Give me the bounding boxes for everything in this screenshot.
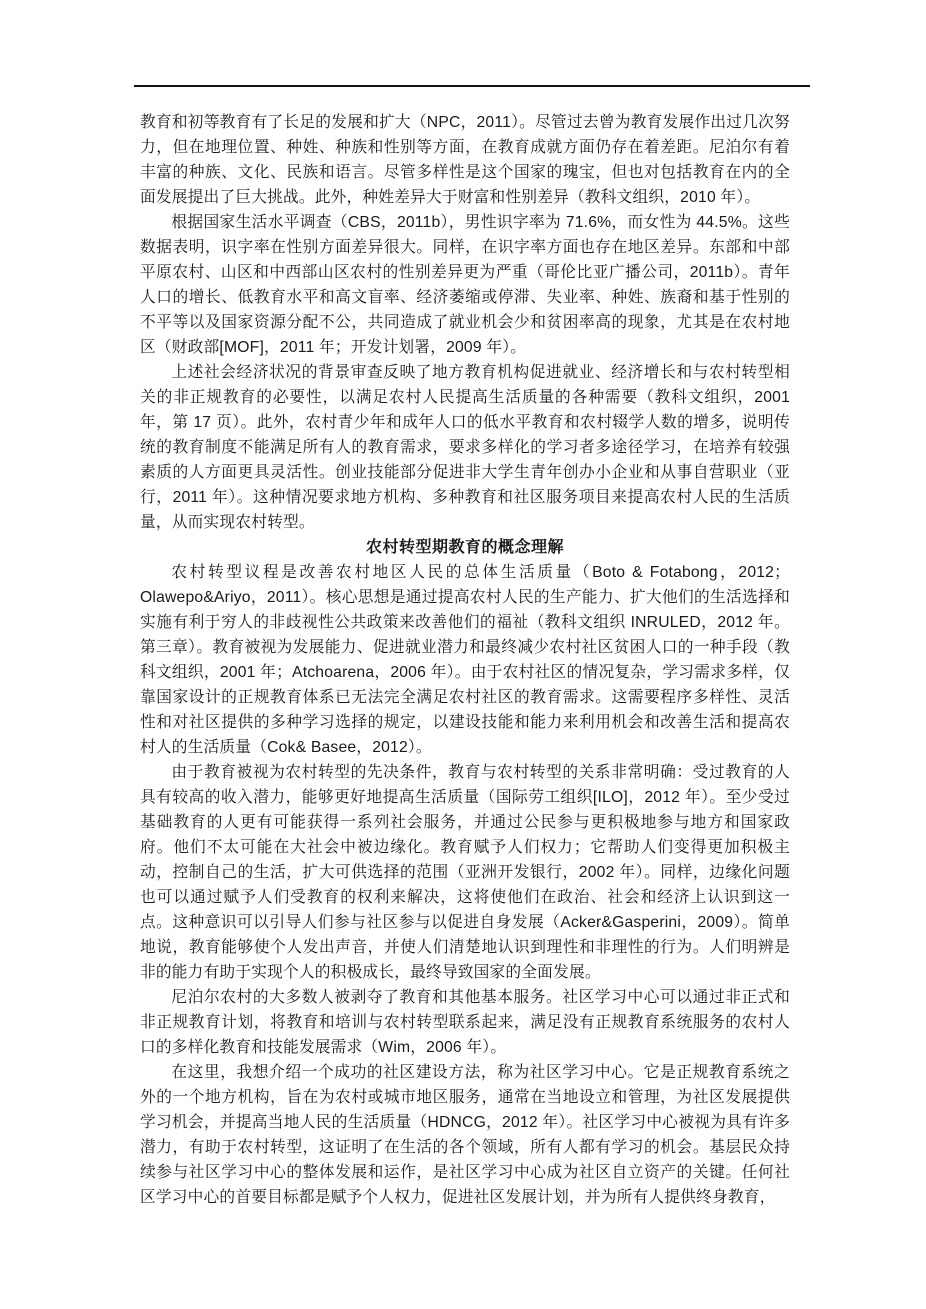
paragraph: 由于教育被视为农村转型的先决条件，教育与农村转型的关系非常明确：受过教育的人具有较高的收入潜力，能够更好地提高生活质量（国际劳工组织[ILO]，2012 年）。至少受过基础教育的人更有可能获得一系列社会服务，并通过公民参与更积极地参与地方和国家政府。他们不太可能在大社会中被边缘化。教育赋予人们权力；它帮助人们变得更加积极主动，控制自己的生活，扩大可供选择的范围（亚洲开发银行，2002 年）。同样，边缘化问题也可以通过赋予人们受教育的权利来解决，这将使他们在政治、社会和经济上认识到这一点。这种意识可以引导人们参与社区参与以促进自身发展（Acker&Gasperini，2009）。简单地说，教育能够使个人发出声音，并使人们清楚地认识到理性和非理性的行为。人们明辨是非的能力有助于实现个人的积极成长，最终导致国家的全面发展。 bbox=[140, 764, 790, 981]
paragraph: 农村转型议程是改善农村地区人民的总体生活质量（Boto & Fotabong，2012；Olawepo&Ariyo，2011）。核心思想是通过提高农村人民的生产能力、扩大他们的生活选择和实施有利于穷人的非歧视性公共政策来改善他们的福祉（教科文组织 INRULED，2012 年。第三章）。教育被视为发展能力、促进就业潜力和最终减少农村社区贫困人口的一种手段（教科文组织，2001 年；Atchoarena，2006 年）。由于农村社区的情况复杂，学习需求多样，仅靠国家设计的正规教育体系已无法完全满足农村社区的教育需求。这需要程序多样性、灵活性和对社区提供的多种学习选择的规定，以建设技能和能力来利用机会和改善生活和提高农村人的生活质量（Cok& Basee，2012）。 bbox=[140, 564, 790, 756]
page-content bbox=[140, 110, 790, 1210]
paragraph: 上述社会经济状况的背景审查反映了地方教育机构促进就业、经济增长和与农村转型相关的非正规教育的必要性，以满足农村人民提高生活质量的各种需要（教科文组织，2001 年，第 17 页）。此外，农村青少年和成年人口的低水平教育和农村辍学人数的增多，说明传统的教育制度不能满足所有人的教育需求，要求多样化的学习者多途径学习，在培养有较强素质的人方面更具灵活性。创业技能部分促进非大学生青年创办小企业和从事自营职业（亚行，2011 年）。这种情况要求地方机构、多种教育和社区服务项目来提高农村人民的生活质量，从而实现农村转型。 bbox=[140, 364, 790, 531]
header-rule bbox=[134, 85, 810, 87]
paragraph: 教育和初等教育有了长足的发展和扩大（NPC，2011）。尽管过去曾为教育发展作出过几次努力，但在地理位置、种姓、种族和性别等方面，在教育成就方面仍存在着差距。尼泊尔有着丰富的种族、文化、民族和语言。尽管多样性是这个国家的瑰宝，但也对包括教育在内的全面发展提出了巨大挑战。此外，种姓差异大于财富和性别差异（教科文组织，2010 年）。 bbox=[140, 114, 790, 206]
section-heading: 农村转型期教育的概念理解 bbox=[365, 539, 564, 556]
paragraph: 尼泊尔农村的大多数人被剥夺了教育和其他基本服务。社区学习中心可以通过非正式和非正规教育计划，将教育和培训与农村转型联系起来，满足没有正规教育系统服务的农村人口的多样化教育和技能发展需求（Wim，2006 年）。 bbox=[140, 989, 790, 1056]
paragraph: 在这里，我想介绍一个成功的社区建设方法，称为社区学习中心。它是正规教育系统之外的一个地方机构，旨在为农村或城市地区服务，通常在当地设立和管理，为社区发展提供学习机会，并提高当地人民的生活质量（HDNCG，2012 年）。社区学习中心被视为具有许多潜力，有助于农村转型，这证明了在生活的各个领域，所有人都有学习的机会。基层民众持续参与社区学习中心的整体发展和运作，是社区学习中心成为社区自立资产的关键。任何社区学习中心的首要目标都是赋予个人权力，促进社区发展计划，并为所有人提供终身教育， bbox=[140, 1064, 790, 1206]
paragraph: 根据国家生活水平调查（CBS，2011b），男性识字率为 71.6%，而女性为 44.5%。这些数据表明，识字率在性别方面差异很大。同样，在识字率方面也存在地区差异。东部和中部平原农村、山区和中西部山区农村的性别差异更为严重（哥伦比亚广播公司，2011b）。青年人口的增长、低教育水平和高文盲率、经济萎缩或停滞、失业率、种姓、族裔和基于性别的不平等以及国家资源分配不公，共同造成了就业机会少和贫困率高的现象，尤其是在农村地区（财政部[MOF]，2011 年；开发计划署，2009 年）。 bbox=[140, 214, 790, 356]
